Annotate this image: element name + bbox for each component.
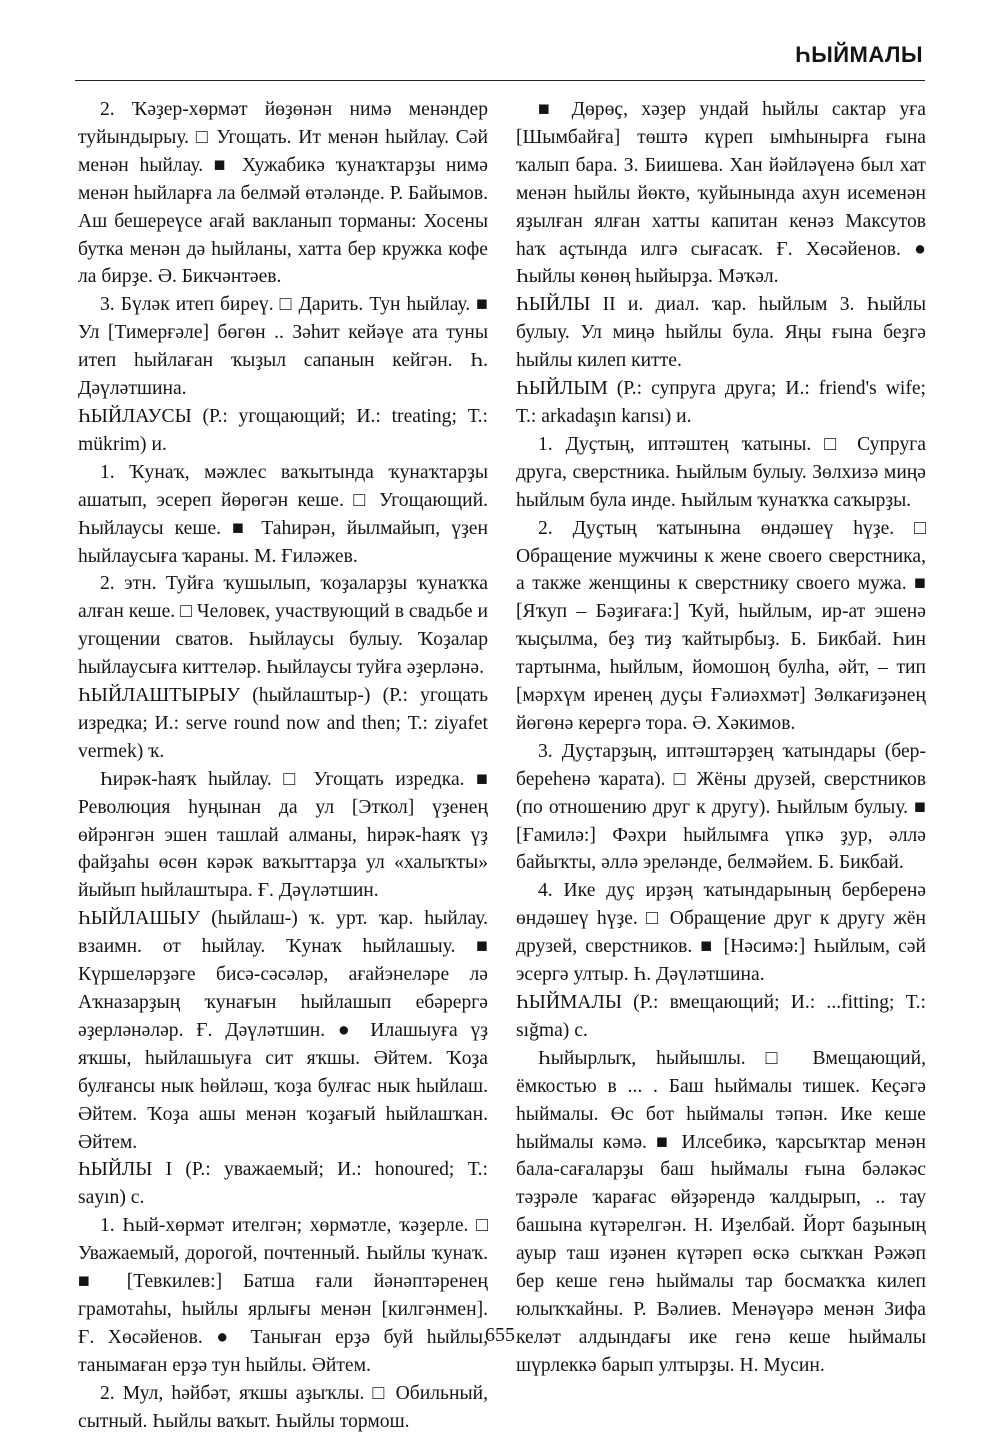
entry-headword-paragraph: ҺЫЙМАЛЫ (Р.: вмещающий; И.: ...fitting; Т.: sığma) с. [516,992,926,1041]
paragraph: 2. Дуҫтың ҡатынына өндәшеү һүҙе. □ Обращение мужчины к жене своего сверстника, а также женщины к сверстнику своего мужа. ■ [Яҡуп – Бәҙиғаға:] Ҡуй, һыйлым, ир-ат эшенә ҡыҫылма, беҙ тиҙ ҡайтырбыҙ. Б. Бикбай. Һин тартынма, һыйлым, йомошоң булһа, әйт, – тип [мәрхүм иренең дуҫы Ғәлиәхмәт] Зөлкағиҙәнең йөгөнә керергә тора. Ә. Хәкимов. [516,517,926,734]
entry-headword-paragraph: ҺЫЙЛАШЫУ (һыйлаш-) ҡ. урт. ҡар. һыйлау. взаимн. от һыйлау. Ҡунаҡ һыйлашыу. ■ Күршеләрҙәге бисә-сәсәләр, ағайэнеләре лә Аҡназарҙың ҡунағын һыйлашып ебәрергә әҙерләнәләр. Ғ. Дәүләтшин. ● Илашыуға үҙ яҡшы, һыйлашыуға сит яҡшы. Әйтем. Ҡоҙа булғансы нык һөйләш, ҡоҙа булғас нык һыйлаш. Әйтем. Ҡоҙа ашы менән ҡоҙағый һыйлашҡан. Әйтем. [78,908,488,1153]
page-number: 655 [485,1324,515,1346]
paragraph: 2. Ҡәҙер-хөрмәт йөҙөнән нимә менәндер туйындырыу. □ Угощать. Ит менән һыйлау. Сәй менән һыйлау. ■ Хужабикә ҡунаҡтарҙы нимә менән һыйларға ла белмәй өтәләнде. Р. Байымов. Аш бешереүсе ағай вакланып торманы: Хосены бутка менән дә һыйланы, хатта бер кружка кофе ла бирҙе. Ә. Бикчәнтәев. [78,99,488,288]
entry-headword-paragraph: ҺЫЙЛАШТЫРЫУ (һыйлаштыр-) (Р.: угощать изредка; И.: serve round now and then; Т.: ziyafet vermek) ҡ. [78,685,488,762]
paragraph: 2. Мул, һәйбәт, яҡшы аҙыҡлы. □ Обильный, сытный. Һыйлы ваҡыт. Һыйлы тормош. [78,1382,488,1432]
paragraph: 4. Ике дуҫ ирҙәң ҡатындарының берберенә өндәшеү һүҙе. □ Обращение друг к другу жён друзей, сверстников. ■ [Нәсимә:] Һыйлым, сәй эсергә ултыр. Һ. Дәүләтшина. [516,880,926,986]
entry-headword-paragraph: ҺЫЙЛЫ II и. диал. ҡар. һыйлым 3. Һыйлы булыу. Ул миңә һыйлы була. Яңы ғына беҙгә һыйлы килеп китте. [516,294,926,372]
paragraph: 3. Дуҫтарҙың, иптәштәрҙең ҡатындары (бер-береһенә ҡарата). □ Жёны друзей, сверстников (по отношению друг к другу). Һыйлым булыу. ■ [Ғамилә:] Фәхри һыйлымға үпкә ҙур, әллә байыҡты, әллә эреләнде, белмәйем. Б. Бикбай. [516,740,926,874]
entry-headword-paragraph: ҺЫЙЛАУСЫ (Р.: угощающий; И.: treating; Т.: mükrim) и. [78,405,488,455]
paragraph: 1. Һый-хөрмәт ителгән; хөрмәтле, ҡәҙерле. □ Уважаемый, дорогой, почтенный. Һыйлы ҡунаҡ. ■ [Тевкилев:] Батша ғали йәнәптәренең грамотаһы, һыйлы ярлығы менән [килгәнмен]. Ғ. Хөсәйенов. ● Таныған ерҙә буй һыйлы, танымаған ерҙә тун һыйлы. Әйтем. [78,1215,488,1376]
running-head-title: ҺЫЙМАЛЫ [795,42,923,67]
entry-headword-paragraph: ҺЫЙЛЫМ (Р.: супруга друга; И.: friend's wife; Т.: arkadaşın karısı) и. [516,378,926,427]
right-column [516,96,926,1380]
paragraph: 1. Дуҫтың, иптәштең ҡатыны. □ Супруга друга, сверстника. Һыйлым булыу. Зөлхизә миңә һыйлым була инде. Һыйлым ҡунаҡҡа саҡырҙы. [516,433,926,511]
paragraph: Һирәк-һаяҡ һыйлау. □ Угощать изредка. ■ Революция һуңынан да ул [Эткол] үҙенең өйрәнгән эшен ташлай алманы, һирәк-һаяҡ үҙ файҙаһы өсөн кәрәк ваҡыттарҙа ул «халыҡты» йыйып һыйлаштыра. Ғ. Дәүләтшин. [78,768,488,902]
paragraph: Һыйырлыҡ, һыйышлы. □ Вмещающий, ёмкостью в ... . Баш һыймалы тишек. Кеҫәгә һыймалы. Өс бот һыймалы тәпән. Ике кеше һыймалы кәмә. ■ Илсебикә, ҡарсыҡтар менән бала-сағаларҙы баш һыймалы ғына бәләкәс тәҙрәле ҡарағас өйҙәрендә ҡалдырып, .. тау башына күтәрелгән. Н. Иҙелбай. Йорт баҙының ауыр таш иҙәнен күтәреп өскә сыҡҡан Рәжәп бер кеше генә һыймалы тар босмаҡҡа килеп юлыҡҡайны. Р. Вәлиев. Менәүәрә менән Зифа келәт алдындағы ике генә кеше һыймалы шүрлеккә барып ултырҙы. Н. Мусин. [516,1047,926,1376]
entry-headword-paragraph: ҺЫЙЛЫ I (Р.: уважаемый; И.: honoured; Т.: sayın) с. [78,1159,488,1209]
paragraph: 3. Бүләк итеп биреү. □ Дарить. Тун һыйлау. ■ Ул [Тимерғәле] бөгөн .. Зәһит кейәүе ата туны итеп һыйлаған ҡыҙыл сапанын кейгән. Һ. Дәүләтшина. [78,294,488,400]
paragraph: 2. этн. Туйға ҡушылып, ҡоҙаларҙы ҡунаҡҡа алған кеше. □ Человек, участвующий в свадьбе и угощении сватов. Һыйлаусы булыу. Ҡоҙалар һыйлаусыға киттеләр. Һыйлаусы туйға әҙерләнә. [78,573,488,679]
left-column [78,96,488,1436]
paragraph: 1. Ҡунаҡ, мәжлес ваҡытында ҡунаҡтарҙы ашатып, эсереп йөрөгән кеше. □ Угощающий. Һыйлаусы кеше. ■ Таһирән, йылмайып, үҙен һыйлаусыға ҡараны. М. Ғиләжев. [78,461,488,567]
running-head [75,42,925,81]
paragraph: ■ Дөрөҫ, хәҙер ундай һыйлы сактар уға [Шымбайға] төштә күреп ымһынырға ғына ҡалып бара. З. Биишева. Хан йәйләүенә был хат менән һыйлы йөктө, ҡуйынында ахун исеменән яҙылған ялған хатты капитан кенәз Максутов һаҡ аҫтында илгә сығасаҡ. Ғ. Хөсәйенов. ● Һыйлы көнөң һыйырҙа. Мәҡәл. [516,99,926,288]
